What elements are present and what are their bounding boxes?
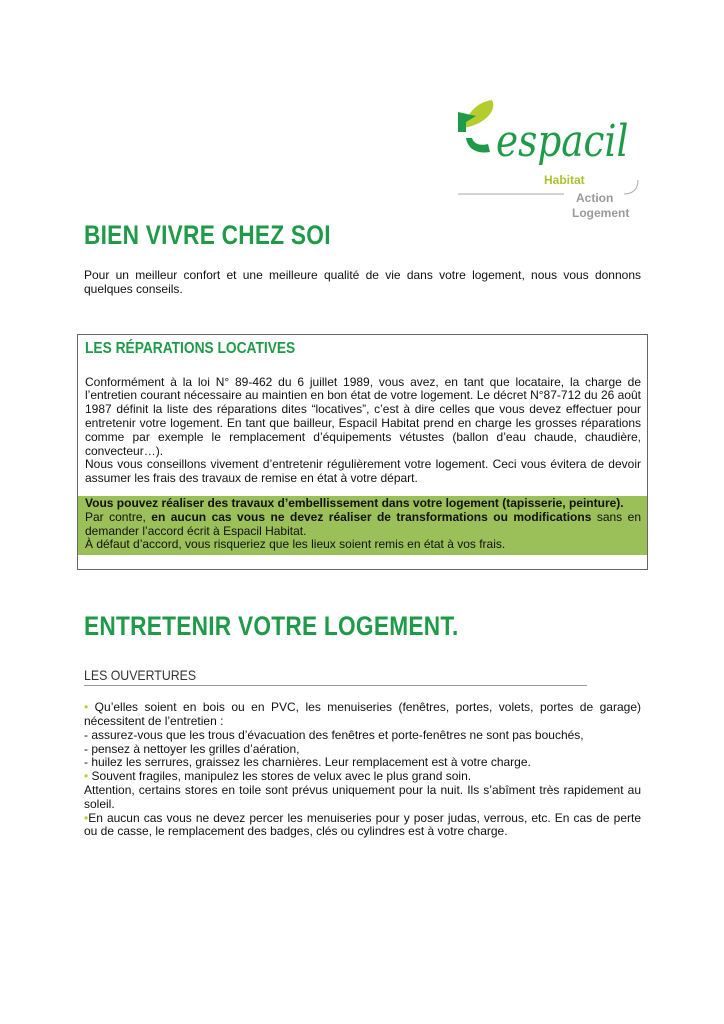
embellishment-banner <box>78 496 647 555</box>
list-item <box>84 770 641 784</box>
reparations-heading: LES RÉPARATIONS LOCATIVES <box>85 339 296 357</box>
banner-line-2-end: sans en demander l’accord écrit à Espacil Habitat. <box>85 509 641 538</box>
section-title-entretenir: ENTRETENIR VOTRE LOGEMENT. <box>84 611 459 642</box>
list-item <box>84 743 641 757</box>
ouvertures-list <box>84 701 641 839</box>
list-item <box>84 756 641 770</box>
subheading-text: LES OUVERTURES <box>84 667 197 684</box>
list-item-text: En aucun cas vous ne devez percer les menuiseries pour y poser judas, verrous, etc. En cas de perte ou de casse, le remplacement des badges, clés ou cylindres est à votre charge. <box>84 810 641 839</box>
banner-line-2-start: Par contre, <box>85 509 152 524</box>
list-item <box>84 784 641 812</box>
list-item-text: Attention, certains stores en toile sont prévus uniquement pour la nuit. Ils s’abîment très rapidement au soleil. <box>84 782 641 811</box>
svg-text:Action: Action <box>576 191 614 205</box>
list-item-text: - huilez les serrures, graissez les charnières. Leur remplacement est à votre charge. <box>84 755 531 770</box>
svg-text:Habitat: Habitat <box>544 173 585 187</box>
bullet-icon: • <box>84 810 89 825</box>
subheading-ouvertures <box>84 667 587 686</box>
svg-text:Logement: Logement <box>572 206 630 220</box>
reparations-paragraph-1: Conformément à la loi N° 89-462 du 6 juillet 1989, vous avez, en tant que locataire, la charge de l’entretien courant nécessaire au maintien en bon état de votre logement. Le décret N°87-712 du 26 août 1987 définit la liste des réparations dites “locatives”, c’est à dire celles que vous devez effectuer pour entretenir votre logement. En tant que bailleur, Espacil Habitat prend en charge les grosses réparations comme par exemple le remplacement d’équipements vétustes (ballon d’eau chaude, chaudière, convecteur…). <box>85 374 641 458</box>
reparations-text <box>85 376 641 486</box>
svg-text:espacil: espacil <box>496 115 629 167</box>
espacil-habitat-logo <box>452 96 648 220</box>
list-item-text: - assurez-vous que les trous d’évacuation des fenêtres et porte-fenêtres ne sont pas bouchés, <box>84 727 584 742</box>
list-item-text: Qu’elles soient en bois ou en PVC, les menuiseries (fenêtres, portes, volets, portes de garage) nécessitent de l’entretien : <box>84 700 641 728</box>
list-item-text: Souvent fragiles, manipulez les stores de velux avec le plus grand soin. <box>88 769 472 784</box>
list-item <box>84 729 641 743</box>
reparations-box <box>77 334 648 571</box>
banner-line-2-bold: en aucun cas vous ne devez réaliser de transformations ou modifications <box>151 509 592 524</box>
list-item <box>84 701 641 729</box>
page-title: BIEN VIVRE CHEZ SOI <box>84 220 331 250</box>
page-content <box>84 220 641 839</box>
banner-line-3: À défaut d’accord, vous risqueriez que les lieux soient remis en état à vos frais. <box>85 537 506 552</box>
list-item-text: - pensez à nettoyer les grilles d’aération, <box>84 741 300 756</box>
list-item <box>84 812 641 840</box>
reparations-paragraph-2: Nous vous conseillons vivement d’entretenir régulièrement votre logement. Ceci vous évitera de devoir assumer les frais des travaux de remise en état à votre départ. <box>85 457 641 486</box>
bullet-icon: • <box>84 700 89 715</box>
banner-line-1: Vous pouvez réaliser des travaux d’embellissement dans votre logement (tapisserie, peinture). <box>85 495 624 510</box>
bullet-icon: • <box>84 769 89 784</box>
intro-paragraph: Pour un meilleur confort et une meilleure qualité de vie dans votre logement, nous vous donnons quelques conseils. <box>84 268 641 296</box>
